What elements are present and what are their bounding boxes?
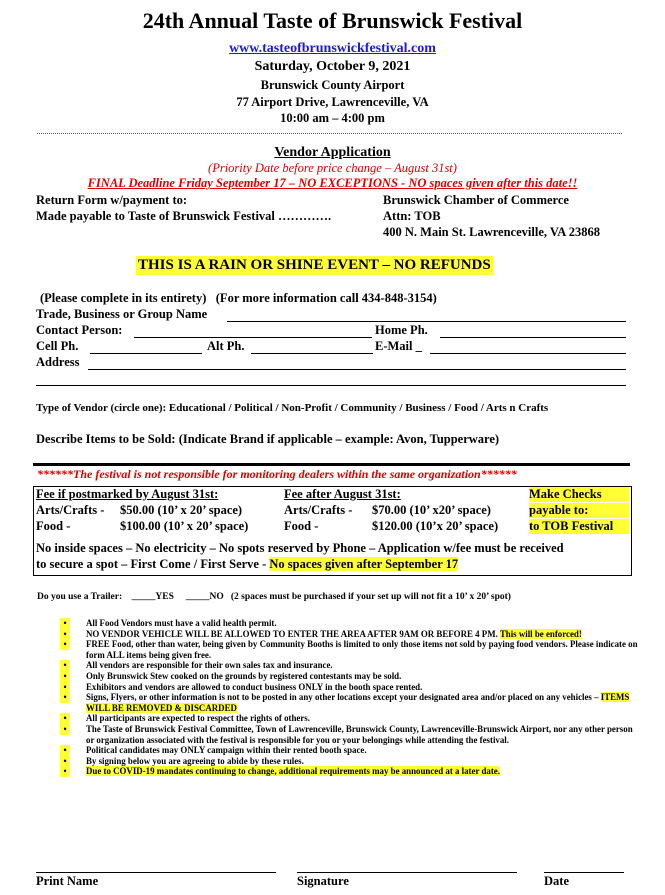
complete-note: (Please complete in its entirety) (For more information call 434-848-3154) (40, 291, 437, 305)
rule-text: All Food Vendors must have a valid health permit. (86, 618, 277, 628)
rule-text: NO VENDOR VEHICLE WILL BE ALLOWED TO ENTER THE AREA AFTER 9AM OR BEFORE 4 PM. (86, 628, 500, 639)
rule-text: The Taste of Brunswick Festival Committee, Town of Lawrenceville, Brunswick County, Lawrenceville-Brunswick Airport, nor any other person or organization associated with the festival is responsible for you or your belongings while attending the festival. (86, 723, 633, 745)
fee-after-arts-value: $70.00 (10’ x20’ space) (372, 503, 491, 517)
rule-highlight: This will be enforced! (499, 628, 582, 639)
rule-highlight: ITEMS WILL BE REMOVED & DISCARDED (86, 692, 630, 713)
fee-after-food-value: $120.00 (10’x 20’ space) (372, 519, 499, 533)
cell-phone-field[interactable] (90, 353, 202, 354)
contact-person-label: Contact Person: (36, 323, 123, 337)
print-name-label: Print Name (36, 874, 99, 888)
application-title: Vendor Application (274, 145, 391, 160)
bullet-icon: • (60, 724, 70, 735)
spaces-deadline-highlight: No spaces given after September 17 (269, 557, 459, 571)
rule-item (60, 671, 640, 682)
fee-after-header: Fee after August 31st: (284, 487, 401, 501)
rule-text: FREE Food, other than water, being given by Community Booths is limited to only those items not sold by paying food vendors. Please indicate on form ALL items being given free. (86, 639, 638, 660)
priority-note: (Priority Date before price change – August 31st) (208, 161, 457, 175)
print-name-line[interactable] (36, 872, 276, 873)
trailer-note: (2 spaces must be purchased if your set up will not fit a 10’ x 20’ spot) (230, 592, 511, 602)
rule-item (60, 692, 640, 713)
bullet-icon: • (60, 713, 70, 724)
fee-before-food-label: Food - (36, 519, 71, 533)
event-time: 10:00 am – 4:00 pm (280, 111, 385, 125)
rule-text: All participants are expected to respect the rights of others. (86, 713, 310, 724)
address-field[interactable] (88, 369, 626, 370)
date-label: Date (544, 874, 569, 888)
describe-items-label: Describe Items to be Sold: (Indicate Brand if applicable – example: Avon, Tupperware) (36, 432, 500, 446)
rule-text: Exhibitors and vendors are allowed to conduct business ONLY in the booth space rented. (86, 681, 423, 692)
venue-name: Brunswick County Airport (260, 78, 405, 92)
rule-text: All vendors are responsible for their own sales tax and insurance. (86, 660, 333, 671)
spaces-notice-2: to secure a spot – First Come / First Serve - No spaces given after September 17 (36, 557, 459, 571)
rule-item (60, 682, 640, 693)
rule-item (60, 639, 640, 660)
bullet-icon: • (60, 660, 70, 671)
trailer-question: Do you use a Trailer: _____YES _____NO (2 spaces must be purchased if your set up will not fit a 10’ x 20’ spot) (37, 592, 511, 602)
rule-text: Political candidates may ONLY campaign within their rented booth space. (86, 745, 367, 756)
rule-item (60, 660, 640, 671)
signature-label: Signature (297, 874, 349, 888)
email-label: E-Mail _ (375, 339, 422, 353)
trailer-yes-option[interactable]: _____YES (131, 592, 174, 602)
home-phone-label: Home Ph. (375, 323, 428, 337)
chamber-address: 400 N. Main St. Lawrenceville, VA 23868 (383, 225, 601, 239)
website-link[interactable]: www.tasteofbrunswickfestival.com (229, 41, 436, 56)
address-field-line2[interactable] (36, 385, 626, 386)
fee-after-arts-label: Arts/Crafts - (284, 503, 353, 517)
festival-title: 24th Annual Taste of Brunswick Festival (142, 8, 523, 33)
rain-shine-notice: THIS IS A RAIN OR SHINE EVENT – NO REFUNDS (138, 257, 491, 273)
venue-address: 77 Airport Drive, Lawrenceville, VA (236, 95, 429, 109)
fee-before-arts-value: $50.00 (10’ x 20’ space) (120, 503, 243, 517)
rule-item (60, 618, 640, 629)
bullet-icon: • (60, 692, 70, 703)
header-divider (37, 133, 622, 134)
trailer-no-option[interactable]: _____NO (185, 592, 224, 602)
fee-box (33, 486, 632, 576)
trade-name-field[interactable] (227, 321, 626, 322)
vendor-type-label: Type of Vendor (circle one): Educational / Political / Non-Profit / Community / Business / Food / Arts n Crafts (36, 402, 549, 414)
checks-payable-1: Make Checks (529, 487, 629, 502)
rule-text: Only Brunswick Stew cooked on the grounds by registered contestants may be sold. (86, 670, 402, 681)
chamber-attn: Attn: TOB (383, 209, 441, 223)
alt-phone-label: Alt Ph. (207, 339, 245, 353)
cell-phone-label: Cell Ph. (36, 339, 79, 353)
home-phone-field[interactable] (440, 337, 626, 338)
event-date: Saturday, October 9, 2021 (254, 59, 411, 74)
info-phone-note: (For more information call 434-848-3154) (215, 291, 437, 305)
bullet-icon: • (60, 639, 70, 650)
fee-after-food-label: Food - (284, 519, 319, 533)
checks-payable-2: payable to: (529, 503, 629, 518)
return-form-label: Return Form w/payment to: (36, 193, 188, 207)
spaces-notice-1: No inside spaces – No electricity – No spots reserved by Phone – Application w/fee must be received (36, 541, 564, 555)
rule-text: By signing below you are agreeing to abide by these rules. (86, 755, 304, 766)
contact-person-field[interactable] (134, 337, 372, 338)
email-field[interactable] (430, 353, 626, 354)
bullet-icon: • (60, 629, 70, 640)
fee-before-header: Fee if postmarked by August 31st: (36, 487, 219, 501)
bullet-icon: • (60, 745, 70, 756)
rule-highlight: Due to COVID-19 mandates continuing to change, additional requirements may be announced at a later date. (86, 766, 500, 777)
rule-item (60, 629, 640, 640)
trade-name-label: Trade, Business or Group Name (36, 307, 208, 321)
chamber-name: Brunswick Chamber of Commerce (383, 193, 569, 207)
address-label: Address (36, 355, 80, 369)
fee-before-food-value: $100.00 (10’ x 20’ space) (120, 519, 249, 533)
rules-list (60, 618, 640, 777)
final-deadline: FINAL Deadline Friday September 17 – NO EXCEPTIONS - NO spaces given after this date!! (87, 176, 578, 190)
rule-text: Signs, Flyers, or other information is not to be posted in any other locations except your designated area and/or placed on any vehicles – (86, 692, 601, 703)
bullet-icon: • (60, 682, 70, 693)
bullet-icon: • (60, 766, 70, 777)
rule-item (60, 766, 640, 777)
alt-phone-field[interactable] (251, 353, 373, 354)
payable-label: Made payable to Taste of Brunswick Festival …………. (36, 209, 332, 223)
rule-item (60, 745, 640, 756)
bullet-icon: • (60, 756, 70, 767)
rule-item (60, 713, 640, 724)
bullet-icon: • (60, 671, 70, 682)
bullet-icon: • (60, 618, 70, 629)
rule-item (60, 724, 640, 745)
fee-before-arts-label: Arts/Crafts - (36, 503, 105, 517)
signature-line[interactable] (297, 872, 517, 873)
checks-payable-3: to TOB Festival (529, 519, 629, 534)
date-line[interactable] (544, 872, 624, 873)
section-divider (33, 463, 630, 466)
rule-item (60, 756, 640, 767)
monitor-note: ******The festival is not responsible for monitoring dealers within the same organization****** (37, 467, 517, 481)
